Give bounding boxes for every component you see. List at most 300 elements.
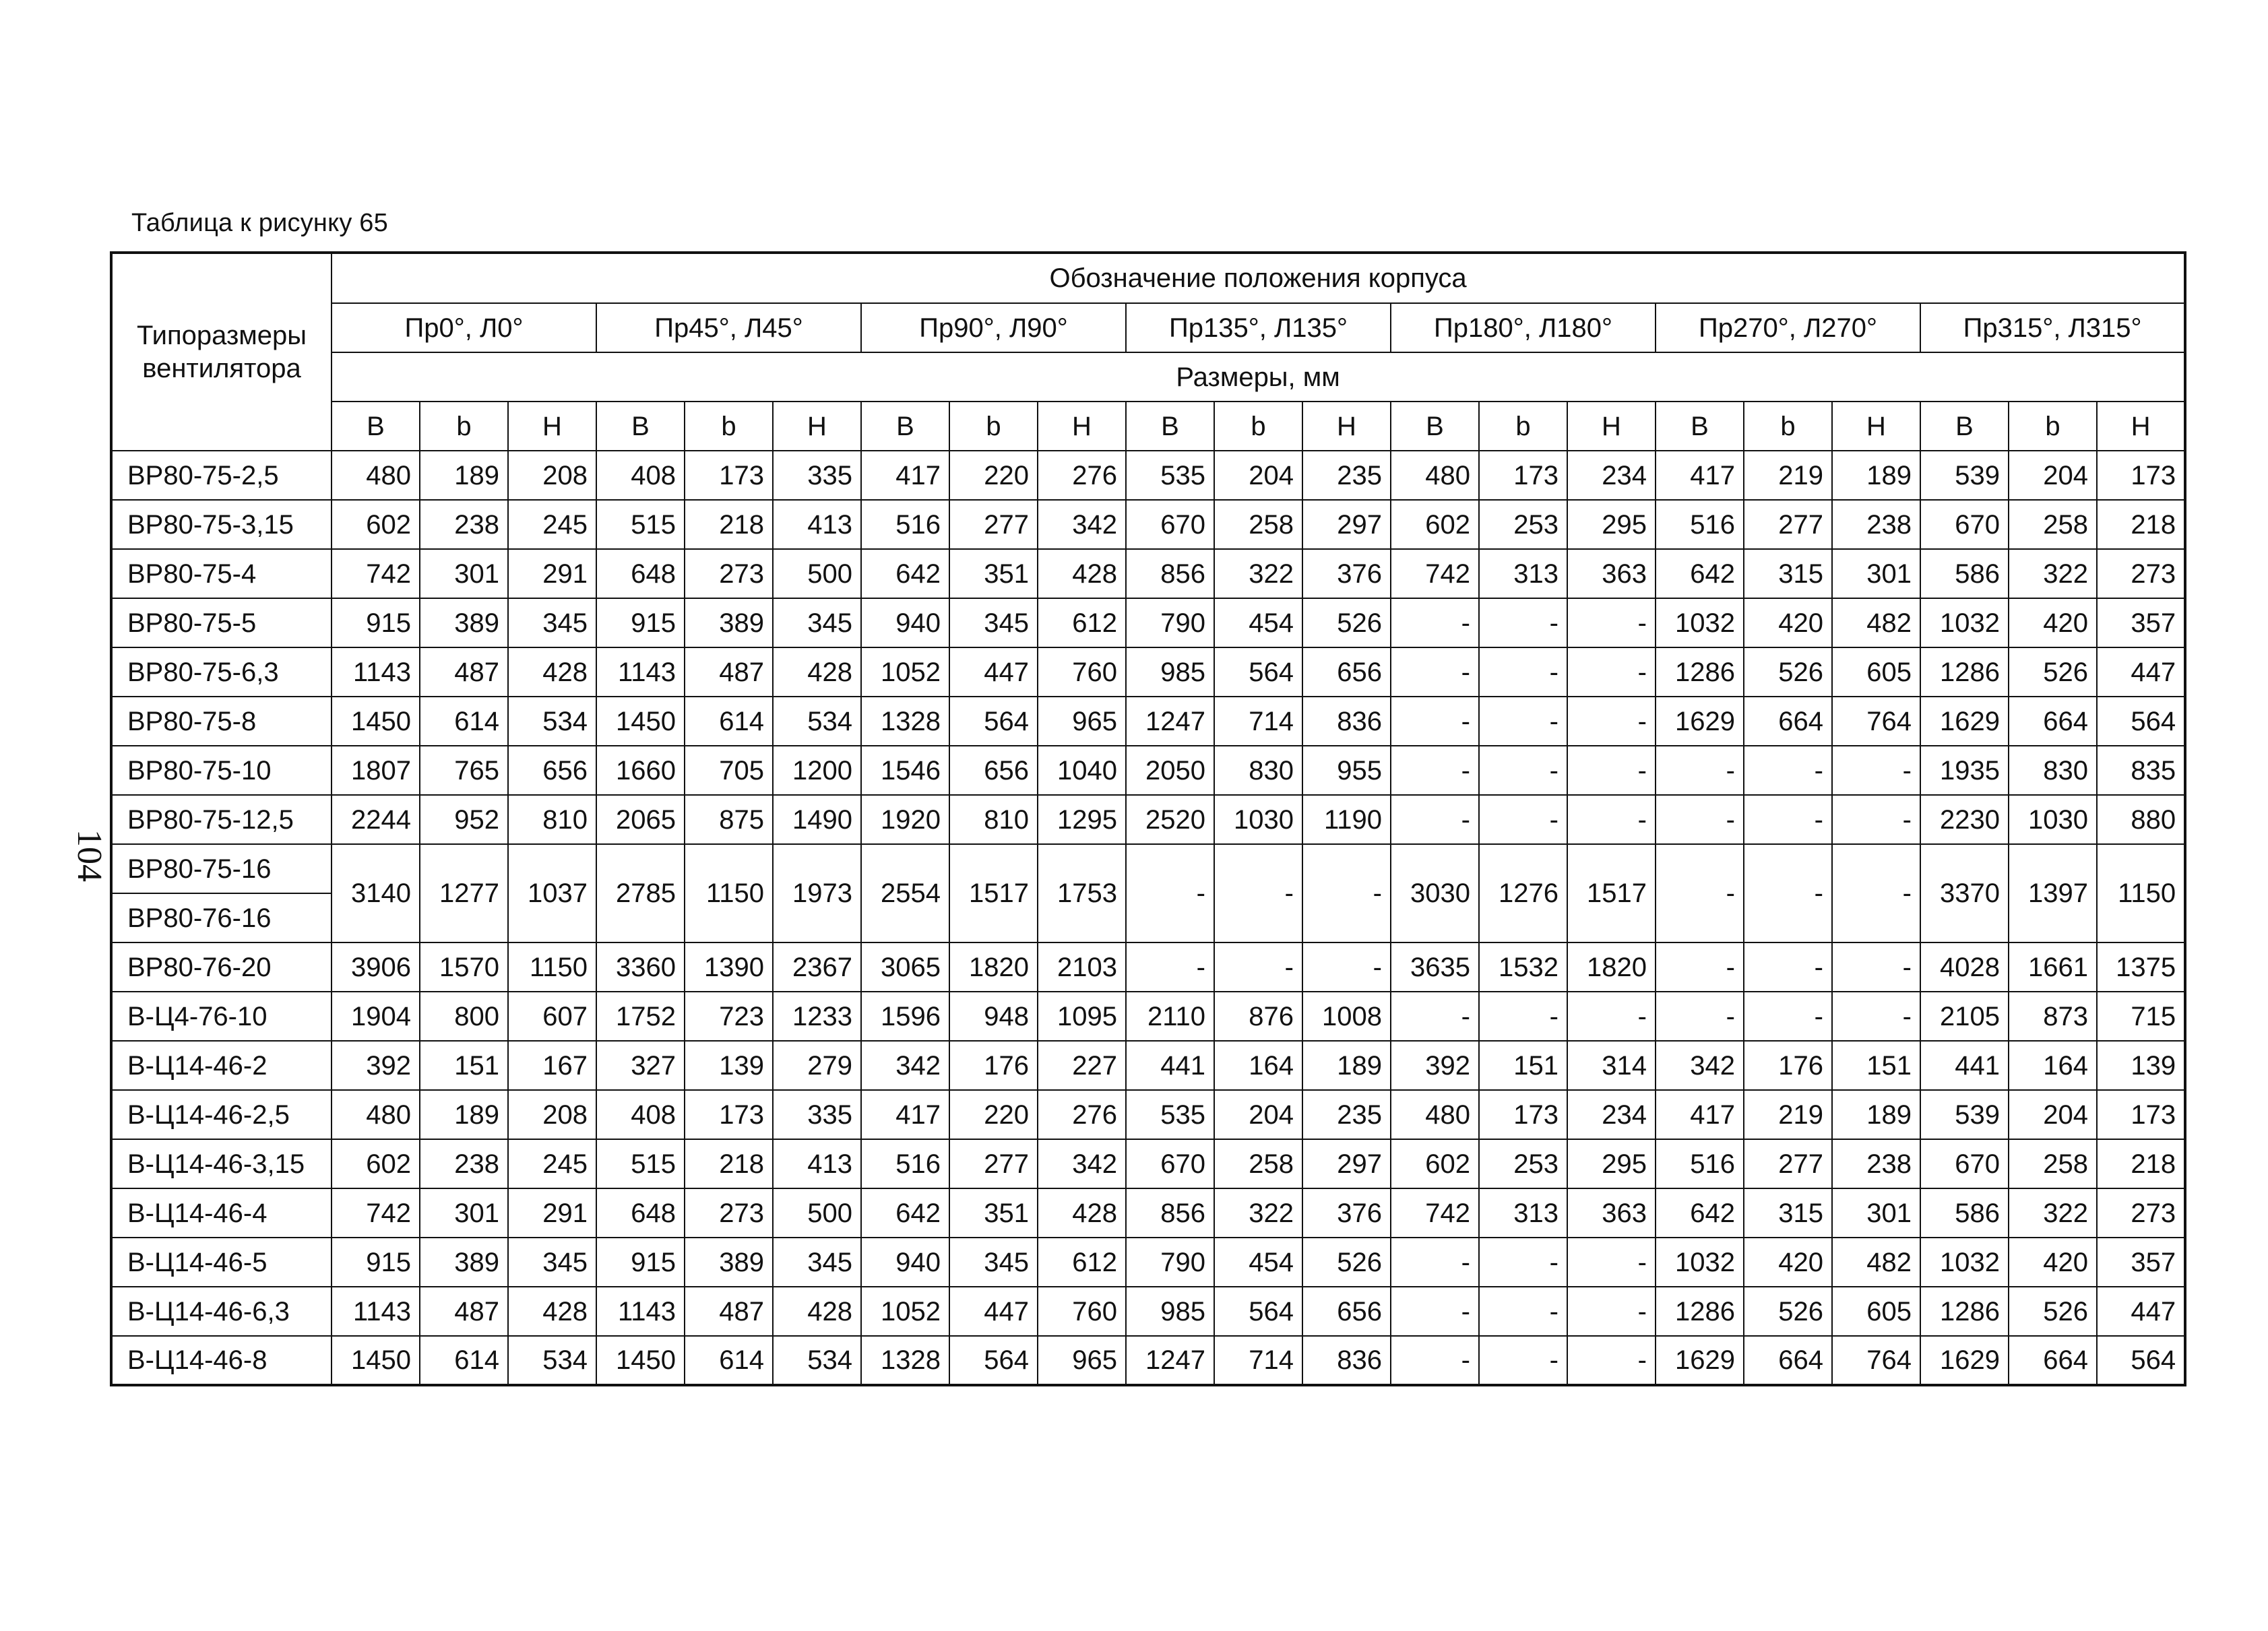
dimension-value-cell: -	[1479, 598, 1567, 647]
dimension-value-cell: 539	[1920, 451, 2009, 500]
dimension-value-cell: 1397	[2009, 844, 2097, 942]
dimension-value-cell: 315	[1744, 549, 1832, 598]
dimension-value-cell: 301	[1832, 1188, 1920, 1238]
dimension-value-cell: 1629	[1920, 1336, 2009, 1385]
dimension-value-cell: 516	[1656, 1139, 1744, 1188]
dimension-value-cell: 389	[685, 598, 773, 647]
dimension-value-cell: 1030	[2009, 795, 2097, 844]
dimension-value-cell: -	[1391, 647, 1479, 697]
dimension-value-cell: -	[1832, 746, 1920, 795]
dimension-value-cell: 3635	[1391, 942, 1479, 992]
dimension-value-cell: 742	[332, 1188, 420, 1238]
dimension-value-cell: 534	[508, 697, 596, 746]
dimension-subheader-cell: Н	[1302, 402, 1391, 451]
table-row	[111, 451, 2185, 500]
dimension-value-cell: 417	[861, 451, 949, 500]
dimension-value-cell: 873	[2009, 992, 2097, 1041]
dimension-value-cell: 204	[2009, 1090, 2097, 1139]
dimension-value-cell: 612	[1038, 1238, 1126, 1287]
dimension-value-cell: 1629	[1656, 697, 1744, 746]
dimension-value-cell: 742	[1391, 1188, 1479, 1238]
dimension-subheader-cell: b	[420, 402, 508, 451]
table-row	[111, 795, 2185, 844]
dimension-value-cell: 1328	[861, 697, 949, 746]
dimension-subheader-cell: Н	[1832, 402, 1920, 451]
dimension-value-cell: 1030	[1214, 795, 1302, 844]
dimension-value-cell: -	[1567, 1238, 1656, 1287]
fan-type-cell: ВР80-76-20	[111, 942, 332, 992]
dimension-value-cell: 220	[949, 1090, 1038, 1139]
dimension-value-cell: 454	[1214, 598, 1302, 647]
dimension-value-cell: -	[1479, 697, 1567, 746]
dimension-value-cell: 1596	[861, 992, 949, 1041]
header-row-subcolumns	[111, 402, 2185, 451]
dimension-value-cell: 351	[949, 549, 1038, 598]
dimension-value-cell: 526	[2009, 1287, 2097, 1336]
dimension-value-cell: 1807	[332, 746, 420, 795]
dimension-value-cell: 1752	[596, 992, 685, 1041]
dimension-value-cell: -	[1832, 942, 1920, 992]
dimension-value-cell: 345	[773, 598, 861, 647]
dimension-value-cell: 1150	[508, 942, 596, 992]
dimension-value-cell: 1032	[1920, 1238, 2009, 1287]
fan-type-cell: ВР80-76-16	[111, 893, 332, 942]
dimension-value-cell: 3030	[1391, 844, 1479, 942]
dimension-value-cell: 220	[949, 451, 1038, 500]
dimension-value-cell: 235	[1302, 1090, 1391, 1139]
dimension-value-cell: 1450	[332, 697, 420, 746]
table-row	[111, 647, 2185, 697]
dimension-value-cell: 291	[508, 549, 596, 598]
dimension-value-cell: 441	[1920, 1041, 2009, 1090]
dimension-value-cell: 204	[1214, 451, 1302, 500]
dimension-value-cell: 357	[2097, 1238, 2185, 1287]
dimension-value-cell: 428	[1038, 1188, 1126, 1238]
dimension-value-cell: 413	[773, 500, 861, 549]
dimension-value-cell: -	[1656, 844, 1744, 942]
dimension-value-cell: 940	[861, 1238, 949, 1287]
fan-type-cell: В-Ц14-46-5	[111, 1238, 332, 1287]
dimension-value-cell: -	[1567, 1336, 1656, 1385]
dimension-value-cell: 1629	[1920, 697, 2009, 746]
dimension-value-cell: 313	[1479, 1188, 1567, 1238]
dimension-value-cell: 602	[1391, 1139, 1479, 1188]
dimension-value-cell: 2785	[596, 844, 685, 942]
position-header-cell: Пр180°, Л180°	[1391, 303, 1656, 352]
table-row	[111, 500, 2185, 549]
table-row	[111, 697, 2185, 746]
dimension-value-cell: 327	[596, 1041, 685, 1090]
position-header-cell: Пр315°, Л315°	[1920, 303, 2185, 352]
dimension-value-cell: 564	[949, 697, 1038, 746]
dimension-value-cell: 765	[420, 746, 508, 795]
dimension-value-cell: 915	[596, 598, 685, 647]
dimension-value-cell: 487	[685, 647, 773, 697]
dimension-value-cell: 480	[1391, 1090, 1479, 1139]
dimension-value-cell: 642	[861, 1188, 949, 1238]
dimension-value-cell: 234	[1567, 1090, 1656, 1139]
dimension-value-cell: 564	[949, 1336, 1038, 1385]
position-header-cell: Пр0°, Л0°	[332, 303, 596, 352]
dimension-value-cell: 428	[773, 647, 861, 697]
dimension-value-cell: 1143	[332, 1287, 420, 1336]
dimension-value-cell: 3906	[332, 942, 420, 992]
dimension-value-cell: 258	[2009, 500, 2097, 549]
dimension-value-cell: 301	[420, 1188, 508, 1238]
fan-type-cell: ВР80-75-2,5	[111, 451, 332, 500]
dimension-value-cell: 1450	[332, 1336, 420, 1385]
dimension-value-cell: 420	[2009, 1238, 2097, 1287]
dimension-value-cell: 139	[2097, 1041, 2185, 1090]
dimension-value-cell: 1286	[1656, 1287, 1744, 1336]
dimension-value-cell: 526	[2009, 647, 2097, 697]
dimension-value-cell: 218	[685, 1139, 773, 1188]
dimension-value-cell: -	[1744, 746, 1832, 795]
position-header-cell: Пр90°, Л90°	[861, 303, 1126, 352]
dimension-value-cell: 322	[2009, 549, 2097, 598]
dimension-value-cell: 277	[949, 500, 1038, 549]
dimension-value-cell: -	[1744, 795, 1832, 844]
dimension-value-cell: 315	[1744, 1188, 1832, 1238]
dimension-value-cell: 670	[1126, 500, 1214, 549]
dimension-value-cell: 389	[420, 1238, 508, 1287]
dimension-value-cell: 614	[420, 1336, 508, 1385]
dimension-value-cell: 417	[861, 1090, 949, 1139]
dimension-value-cell: -	[1479, 795, 1567, 844]
dimension-subheader-cell: В	[861, 402, 949, 451]
dimension-value-cell: 276	[1038, 451, 1126, 500]
dimension-value-cell: 345	[508, 598, 596, 647]
dimension-value-cell: 454	[1214, 1238, 1302, 1287]
dimension-value-cell: 564	[2097, 1336, 2185, 1385]
dimension-value-cell: 515	[596, 500, 685, 549]
dimension-value-cell: 612	[1038, 598, 1126, 647]
dimension-value-cell: 614	[685, 697, 773, 746]
dimension-value-cell: 291	[508, 1188, 596, 1238]
dimension-value-cell: 1375	[2097, 942, 2185, 992]
dimension-value-cell: 1920	[861, 795, 949, 844]
dimension-subheader-cell: b	[1214, 402, 1302, 451]
dimension-value-cell: -	[1479, 992, 1567, 1041]
dimension-value-cell: 389	[685, 1238, 773, 1287]
dimension-value-cell: -	[1391, 795, 1479, 844]
dimension-value-cell: 1546	[861, 746, 949, 795]
dimension-value-cell: 535	[1126, 1090, 1214, 1139]
dimension-value-cell: 607	[508, 992, 596, 1041]
dimension-value-cell: 1973	[773, 844, 861, 942]
dimension-value-cell: -	[1567, 598, 1656, 647]
dimension-value-cell: 602	[332, 500, 420, 549]
dimension-value-cell: -	[1832, 992, 1920, 1041]
dimension-value-cell: 276	[1038, 1090, 1126, 1139]
dimension-value-cell: 614	[685, 1336, 773, 1385]
table-row	[111, 1238, 2185, 1287]
dimension-value-cell: 1095	[1038, 992, 1126, 1041]
dimension-value-cell: 173	[685, 451, 773, 500]
dimension-value-cell: 605	[1832, 647, 1920, 697]
dimension-value-cell: 602	[332, 1139, 420, 1188]
dimension-value-cell: 714	[1214, 697, 1302, 746]
dimension-value-cell: 3370	[1920, 844, 2009, 942]
dimensions-header: Размеры, мм	[332, 352, 2185, 402]
dimension-value-cell: 389	[420, 598, 508, 647]
dimension-value-cell: 648	[596, 1188, 685, 1238]
dimension-value-cell: 656	[949, 746, 1038, 795]
dimension-value-cell: 208	[508, 1090, 596, 1139]
dimension-value-cell: 238	[1832, 500, 1920, 549]
dimension-value-cell: -	[1391, 992, 1479, 1041]
dimension-value-cell: -	[1391, 1336, 1479, 1385]
dimension-value-cell: 235	[1302, 451, 1391, 500]
dimension-value-cell: 189	[1302, 1041, 1391, 1090]
dimension-value-cell: 1008	[1302, 992, 1391, 1041]
dimension-value-cell: 258	[1214, 500, 1302, 549]
dimension-value-cell: 3360	[596, 942, 685, 992]
dimension-value-cell: 605	[1832, 1287, 1920, 1336]
fan-type-cell: ВР80-75-12,5	[111, 795, 332, 844]
page-number: 104	[70, 829, 108, 882]
dimension-value-cell: -	[1656, 942, 1744, 992]
position-header-cell: Пр270°, Л270°	[1656, 303, 1920, 352]
dimension-value-cell: 139	[685, 1041, 773, 1090]
dimension-value-cell: 4028	[1920, 942, 2009, 992]
dimension-value-cell: 1660	[596, 746, 685, 795]
dimension-value-cell: 167	[508, 1041, 596, 1090]
dimension-value-cell: -	[1214, 844, 1302, 942]
dimension-value-cell: 1570	[420, 942, 508, 992]
dimension-value-cell: 480	[332, 451, 420, 500]
dimension-value-cell: 1295	[1038, 795, 1126, 844]
dimension-value-cell: 234	[1567, 451, 1656, 500]
table-row	[111, 1139, 2185, 1188]
dimension-value-cell: 648	[596, 549, 685, 598]
dimension-value-cell: 705	[685, 746, 773, 795]
dimension-value-cell: -	[1832, 844, 1920, 942]
dimension-subheader-cell: b	[685, 402, 773, 451]
dimension-value-cell: 656	[508, 746, 596, 795]
dimension-value-cell: 642	[1656, 549, 1744, 598]
dimension-value-cell: 2367	[773, 942, 861, 992]
dimension-value-cell: 965	[1038, 1336, 1126, 1385]
fan-type-cell: В-Ц14-46-4	[111, 1188, 332, 1238]
dimension-value-cell: 714	[1214, 1336, 1302, 1385]
fan-type-header: Типоразмеры вентилятора	[111, 253, 332, 451]
dimension-value-cell: 515	[596, 1139, 685, 1188]
dimension-value-cell: 516	[861, 500, 949, 549]
position-header-cell: Пр135°, Л135°	[1126, 303, 1391, 352]
dimension-value-cell: 1143	[332, 647, 420, 697]
dimension-value-cell: 534	[773, 697, 861, 746]
dimension-value-cell: 428	[773, 1287, 861, 1336]
dimension-value-cell: 526	[1302, 1238, 1391, 1287]
dimension-value-cell: 516	[861, 1139, 949, 1188]
dimension-value-cell: 1629	[1656, 1336, 1744, 1385]
dimension-value-cell: 273	[2097, 549, 2185, 598]
fan-type-cell: ВР80-75-3,15	[111, 500, 332, 549]
dimension-value-cell: 238	[420, 1139, 508, 1188]
dimension-value-cell: 760	[1038, 1287, 1126, 1336]
dimension-value-cell: 810	[508, 795, 596, 844]
dimension-value-cell: 3140	[332, 844, 420, 942]
dimension-value-cell: 742	[332, 549, 420, 598]
dimension-value-cell: 173	[1479, 451, 1567, 500]
dimension-value-cell: -	[1656, 746, 1744, 795]
dimension-subheader-cell: b	[1744, 402, 1832, 451]
dimension-value-cell: 664	[2009, 697, 2097, 746]
dimension-value-cell: -	[1479, 1336, 1567, 1385]
dimension-value-cell: 392	[1391, 1041, 1479, 1090]
dimension-value-cell: 1820	[1567, 942, 1656, 992]
dimension-value-cell: 189	[1832, 1090, 1920, 1139]
dimension-value-cell: 277	[949, 1139, 1038, 1188]
dimension-value-cell: 1200	[773, 746, 861, 795]
fan-type-cell: В-Ц14-46-2	[111, 1041, 332, 1090]
dimension-value-cell: 219	[1744, 451, 1832, 500]
dimension-value-cell: 880	[2097, 795, 2185, 844]
dimension-value-cell: 764	[1832, 697, 1920, 746]
dimension-value-cell: 1150	[2097, 844, 2185, 942]
dimension-value-cell: 915	[332, 1238, 420, 1287]
dimension-value-cell: 164	[2009, 1041, 2097, 1090]
dimension-value-cell: 1753	[1038, 844, 1126, 942]
dimension-value-cell: 1532	[1479, 942, 1567, 992]
dimension-value-cell: 295	[1567, 1139, 1656, 1188]
dimension-value-cell: 487	[420, 1287, 508, 1336]
dimension-value-cell: 480	[1391, 451, 1479, 500]
table-body	[111, 451, 2185, 1385]
dimension-value-cell: -	[1214, 942, 1302, 992]
dimension-value-cell: 447	[949, 1287, 1038, 1336]
dimension-value-cell: 3065	[861, 942, 949, 992]
fan-type-cell: ВР80-75-4	[111, 549, 332, 598]
dimension-value-cell: 1032	[1656, 1238, 1744, 1287]
dimension-value-cell: 1052	[861, 647, 949, 697]
dimension-value-cell: 345	[508, 1238, 596, 1287]
dimension-value-cell: 322	[1214, 1188, 1302, 1238]
dimension-value-cell: 2110	[1126, 992, 1214, 1041]
dimension-value-cell: 2050	[1126, 746, 1214, 795]
dimension-value-cell: 164	[1214, 1041, 1302, 1090]
dimension-subheader-cell: b	[949, 402, 1038, 451]
dimension-value-cell: 218	[685, 500, 773, 549]
dimension-value-cell: 2103	[1038, 942, 1126, 992]
table-row	[111, 1287, 2185, 1336]
position-header: Обозначение положения корпуса	[332, 253, 2185, 303]
dimension-value-cell: 516	[1656, 500, 1744, 549]
dimension-subheader-cell: b	[2009, 402, 2097, 451]
dimension-value-cell: 314	[1567, 1041, 1656, 1090]
dimension-value-cell: 297	[1302, 1139, 1391, 1188]
dimension-value-cell: 670	[1920, 500, 2009, 549]
table-row	[111, 1188, 2185, 1238]
dimension-subheader-cell: В	[1391, 402, 1479, 451]
dimension-value-cell: 1040	[1038, 746, 1126, 795]
fan-type-cell: В-Ц14-46-6,3	[111, 1287, 332, 1336]
dimension-value-cell: 1390	[685, 942, 773, 992]
dimension-value-cell: 1820	[949, 942, 1038, 992]
dimension-value-cell: 1032	[1656, 598, 1744, 647]
dimension-value-cell: 836	[1302, 1336, 1391, 1385]
dimension-value-cell: 1037	[508, 844, 596, 942]
dimension-value-cell: 760	[1038, 647, 1126, 697]
dimension-value-cell: -	[1126, 942, 1214, 992]
dimension-value-cell: 482	[1832, 1238, 1920, 1287]
dimension-value-cell: 1277	[420, 844, 508, 942]
dimension-value-cell: -	[1567, 697, 1656, 746]
dimension-value-cell: 219	[1744, 1090, 1832, 1139]
dimension-value-cell: 151	[1832, 1041, 1920, 1090]
dimension-value-cell: 915	[332, 598, 420, 647]
dimension-value-cell: 482	[1832, 598, 1920, 647]
dimension-value-cell: 487	[685, 1287, 773, 1336]
table-header	[111, 253, 2185, 451]
fan-dimensions-table	[110, 251, 2186, 1386]
dimension-value-cell: 428	[1038, 549, 1126, 598]
fan-type-cell: ВР80-75-10	[111, 746, 332, 795]
dimension-value-cell: 1286	[1656, 647, 1744, 697]
dimension-subheader-cell: В	[1920, 402, 2009, 451]
dimension-value-cell: 279	[773, 1041, 861, 1090]
dimension-value-cell: -	[1567, 795, 1656, 844]
dimension-value-cell: 322	[2009, 1188, 2097, 1238]
table-row	[111, 1090, 2185, 1139]
dimension-value-cell: 664	[1744, 1336, 1832, 1385]
dimension-value-cell: 526	[1744, 647, 1832, 697]
dimension-value-cell: 417	[1656, 451, 1744, 500]
dimension-value-cell: 1247	[1126, 1336, 1214, 1385]
dimension-value-cell: 151	[1479, 1041, 1567, 1090]
dimension-subheader-cell: Н	[1567, 402, 1656, 451]
dimension-value-cell: 277	[1744, 1139, 1832, 1188]
dimension-value-cell: 836	[1302, 697, 1391, 746]
dimension-value-cell: -	[1391, 598, 1479, 647]
dimension-value-cell: 1450	[596, 697, 685, 746]
dimension-value-cell: 670	[1920, 1139, 2009, 1188]
dimension-value-cell: 413	[773, 1139, 861, 1188]
dimension-value-cell: 656	[1302, 1287, 1391, 1336]
dimension-value-cell: 258	[2009, 1139, 2097, 1188]
dimension-value-cell: 480	[332, 1090, 420, 1139]
dimension-value-cell: 940	[861, 598, 949, 647]
dimension-value-cell: 915	[596, 1238, 685, 1287]
dimension-value-cell: 1517	[949, 844, 1038, 942]
dimension-value-cell: 1233	[773, 992, 861, 1041]
dimension-value-cell: -	[1479, 1238, 1567, 1287]
dimension-value-cell: -	[1567, 746, 1656, 795]
dimension-value-cell: 1450	[596, 1336, 685, 1385]
dimension-value-cell: 376	[1302, 549, 1391, 598]
table-row	[111, 1041, 2185, 1090]
dimension-value-cell: 586	[1920, 549, 2009, 598]
table-row	[111, 598, 2185, 647]
header-row-positions	[111, 303, 2185, 352]
dimension-value-cell: -	[1567, 1287, 1656, 1336]
dimension-value-cell: 245	[508, 500, 596, 549]
dimension-value-cell: 642	[861, 549, 949, 598]
dimension-value-cell: 790	[1126, 1238, 1214, 1287]
dimension-value-cell: 447	[949, 647, 1038, 697]
dimension-value-cell: 539	[1920, 1090, 2009, 1139]
dimension-value-cell: 273	[685, 1188, 773, 1238]
fan-type-cell: В-Ц14-46-8	[111, 1336, 332, 1385]
fan-type-cell: ВР80-75-5	[111, 598, 332, 647]
dimension-value-cell: 345	[949, 1238, 1038, 1287]
dimension-value-cell: 253	[1479, 1139, 1567, 1188]
dimension-value-cell: -	[1656, 795, 1744, 844]
dimension-value-cell: 376	[1302, 1188, 1391, 1238]
dimension-value-cell: 1490	[773, 795, 861, 844]
dimension-value-cell: 526	[1744, 1287, 1832, 1336]
